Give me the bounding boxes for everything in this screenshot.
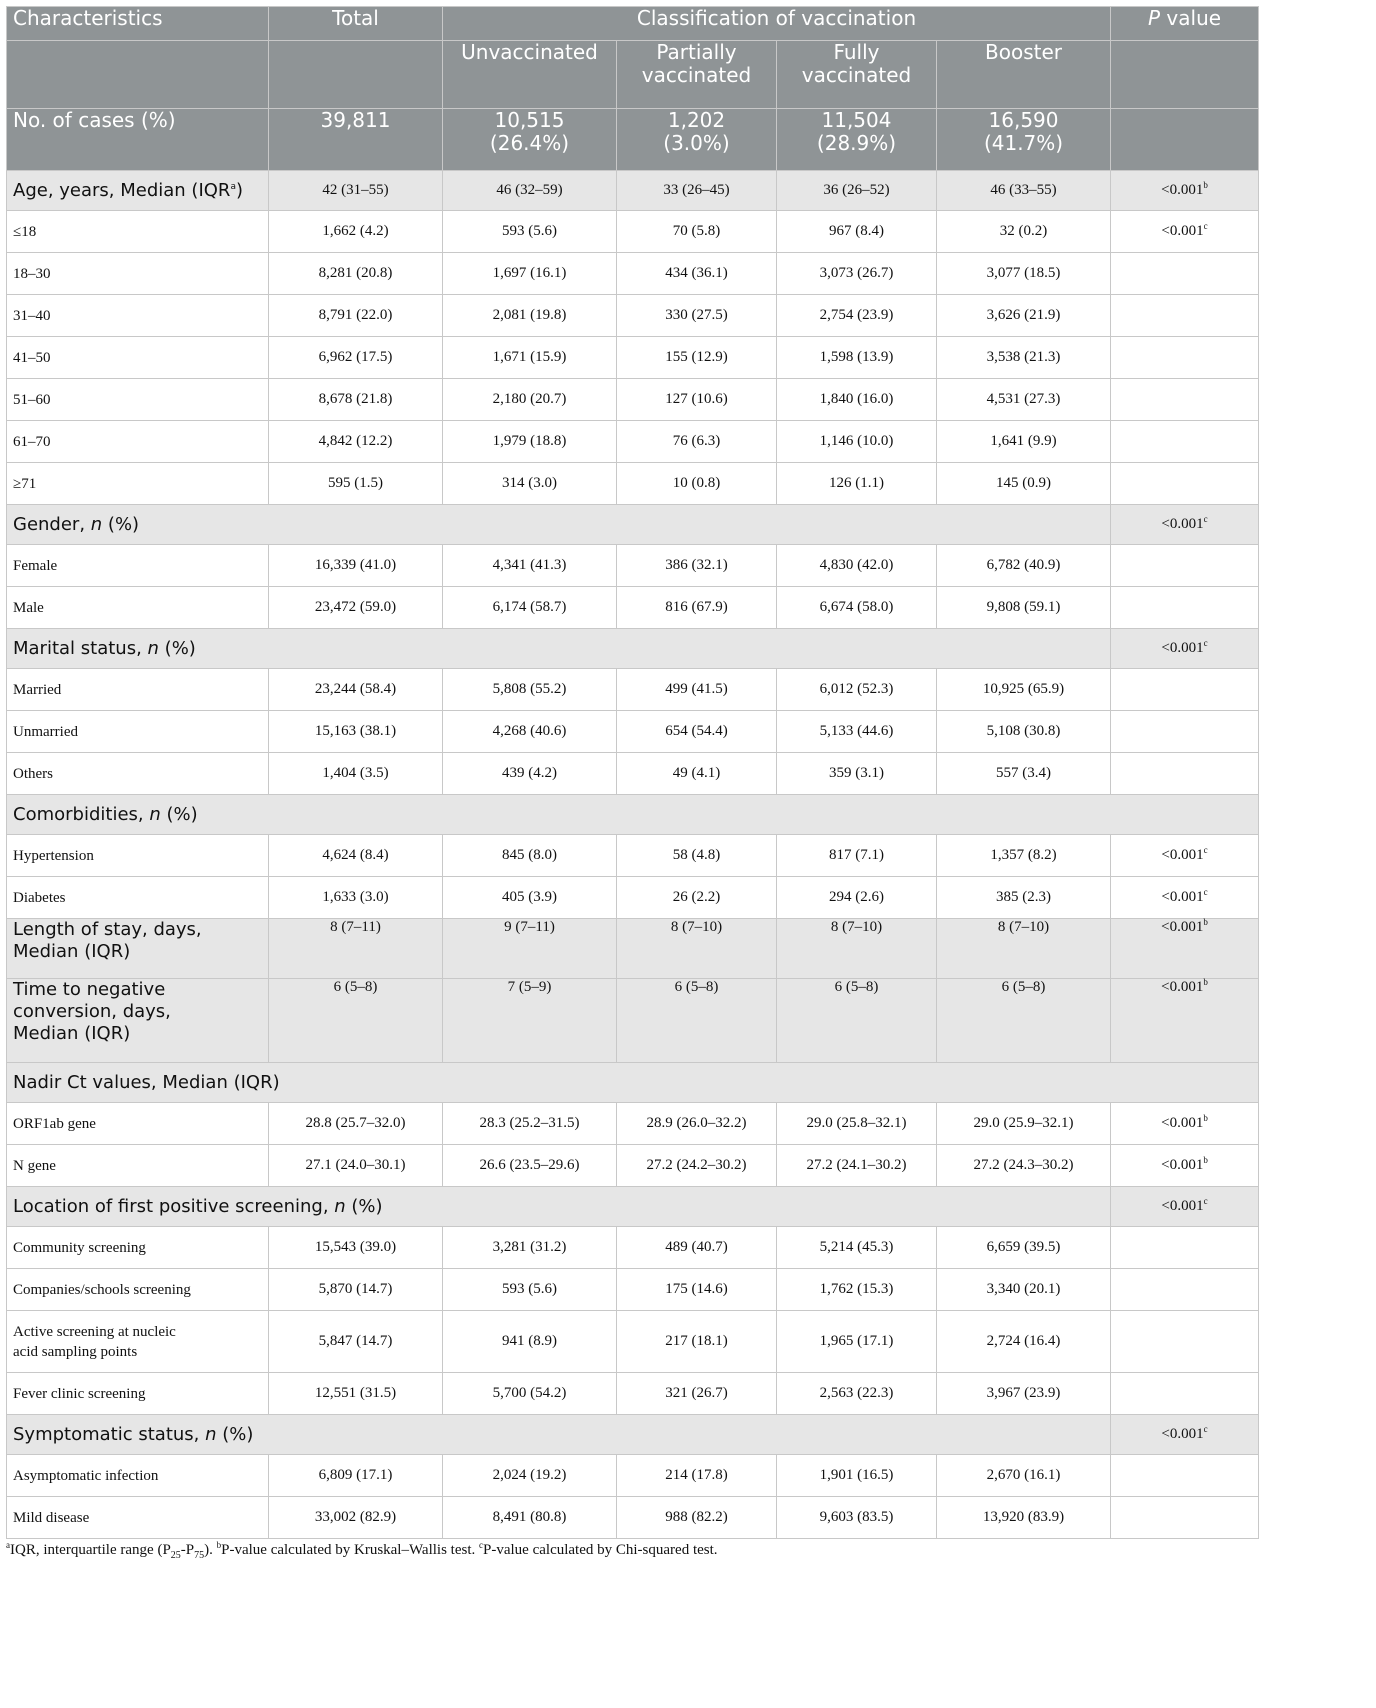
row-label-age: Age, years, Median (IQR$^a$)	[7, 171, 269, 211]
table-row: 31–40 8,791 (22.0) 2,081 (19.8) 330 (27.5) 2,754 (23.9) 3,626 (21.9)	[7, 295, 1259, 337]
p-value: <0.001$^c$	[1111, 877, 1259, 919]
table-row: Community screening 15,543 (39.0) 3,281 (31.2) 489 (40.7) 5,214 (45.3) 6,659 (39.5)	[7, 1227, 1259, 1269]
cases-fully: 11,504 (28.9%)	[777, 109, 937, 171]
table-row	[7, 1415, 1259, 1455]
row-label-gender: Gender, n (%)	[7, 505, 1111, 545]
table-row: Asymptomatic infection 6,809 (17.1) 2,024 (19.2) 214 (17.8) 1,901 (16.5) 2,670 (16.1)	[7, 1455, 1259, 1497]
p-value: <0.001$^c$	[1111, 505, 1259, 545]
p-value: <0.001$^c$	[1111, 835, 1259, 877]
characteristics-table	[6, 6, 1259, 1539]
p-value: <0.001$^b$	[1111, 919, 1259, 979]
table-row: Time to negative conversion, days, Median (IQR) 6 (5–8) 7 (5–9) 6 (5–8) 6 (5–8) 6 (5–8) <0.001$^b$	[7, 979, 1259, 1063]
p-value: <0.001$^c$	[1111, 211, 1259, 253]
header-total: Total	[269, 7, 443, 41]
cases-unvaccinated: 10,515 (26.4%)	[443, 109, 617, 171]
p-value: <0.001$^b$	[1111, 1145, 1259, 1187]
table-row: Length of stay, days, Median (IQR) 8 (7–11) 9 (7–11) 8 (7–10) 8 (7–10) 8 (7–10) <0.001$^b$	[7, 919, 1259, 979]
header-cases-row	[7, 109, 1259, 171]
header-unvaccinated: Unvaccinated	[443, 41, 617, 109]
table-row: Active screening at nucleic acid sampling points 5,847 (14.7) 941 (8.9) 217 (18.1) 1,965 (17.1) 2,724 (16.4)	[7, 1311, 1259, 1373]
table-row: Age, years, Median (IQR$^a$) 42 (31–55) 46 (32–59) 33 (26–45) 36 (26–52) 46 (33–55) <0.001$^b$	[7, 171, 1259, 211]
p-value: <0.001$^b$	[1111, 1103, 1259, 1145]
row-label-comorbidities: Comorbidities, n (%)	[7, 795, 1259, 835]
table-row	[7, 629, 1259, 669]
table-row: 61–70 4,842 (12.2) 1,979 (18.8) 76 (6.3) 1,146 (10.0) 1,641 (9.9)	[7, 421, 1259, 463]
header-fully: Fully vaccinated	[777, 41, 937, 109]
table-row: Companies/schools screening 5,870 (14.7) 593 (5.6) 175 (14.6) 1,762 (15.3) 3,340 (20.1)	[7, 1269, 1259, 1311]
header-classification: Classification of vaccination	[443, 7, 1111, 41]
row-label-marital: Marital status, n (%)	[7, 629, 1111, 669]
row-label-time-to-negative: Time to negative conversion, days, Median (IQR)	[7, 979, 269, 1063]
row-label-symptomatic: Symptomatic status, n (%)	[7, 1415, 1111, 1455]
table-row	[7, 1063, 1259, 1103]
header-row-1	[7, 7, 1259, 41]
table-row: 41–50 6,962 (17.5) 1,671 (15.9) 155 (12.9) 1,598 (13.9) 3,538 (21.3)	[7, 337, 1259, 379]
p-value: <0.001$^c$	[1111, 1187, 1259, 1227]
table-row: Male 23,472 (59.0) 6,174 (58.7) 816 (67.9) 6,674 (58.0) 9,808 (59.1)	[7, 587, 1259, 629]
cases-booster: 16,590 (41.7%)	[937, 109, 1111, 171]
table-footnote: $^a$IQR, interquartile range $(P_{25}-P_{75})$. $^b$P-value calculated by Kruskal–Wallis test. $^c$P-value calculated by Chi-squared test.	[6, 1540, 718, 1561]
p-value: <0.001$^c$	[1111, 629, 1259, 669]
header-booster: Booster	[937, 41, 1111, 109]
header-row-2	[7, 41, 1259, 109]
p-value: <0.001$^b$	[1111, 979, 1259, 1063]
table-row	[7, 1187, 1259, 1227]
cases-partially: 1,202 (3.0%)	[617, 109, 777, 171]
table-row: Mild disease 33,002 (82.9) 8,491 (80.8) 988 (82.2) 9,603 (83.5) 13,920 (83.9)	[7, 1497, 1259, 1539]
table-row	[7, 795, 1259, 835]
p-value: <0.001$^b$	[1111, 171, 1259, 211]
table-row: ≥71 595 (1.5) 314 (3.0) 10 (0.8) 126 (1.1) 145 (0.9)	[7, 463, 1259, 505]
header-p-value: P value	[1111, 7, 1259, 41]
row-label-nadir: Nadir Ct values, Median (IQR)	[7, 1063, 1259, 1103]
table-row: 18–30 8,281 (20.8) 1,697 (16.1) 434 (36.1) 3,073 (26.7) 3,077 (18.5)	[7, 253, 1259, 295]
table-row: N gene 27.1 (24.0–30.1) 26.6 (23.5–29.6) 27.2 (24.2–30.2) 27.2 (24.1–30.2) 27.2 (24.3–30.2) <0.001$^b$	[7, 1145, 1259, 1187]
header-partially: Partially vaccinated	[617, 41, 777, 109]
table-row: Married 23,244 (58.4) 5,808 (55.2) 499 (41.5) 6,012 (52.3) 10,925 (65.9)	[7, 669, 1259, 711]
table-row	[7, 505, 1259, 545]
table-row: Fever clinic screening 12,551 (31.5) 5,700 (54.2) 321 (26.7) 2,563 (22.3) 3,967 (23.9)	[7, 1373, 1259, 1415]
row-label-length-of-stay: Length of stay, days, Median (IQR)	[7, 919, 269, 979]
table-row: 51–60 8,678 (21.8) 2,180 (20.7) 127 (10.6) 1,840 (16.0) 4,531 (27.3)	[7, 379, 1259, 421]
table-row: Unmarried 15,163 (38.1) 4,268 (40.6) 654 (54.4) 5,133 (44.6) 5,108 (30.8)	[7, 711, 1259, 753]
p-value: <0.001$^c$	[1111, 1415, 1259, 1455]
cases-label: No. of cases (%)	[7, 109, 269, 171]
cases-total: 39,811	[269, 109, 443, 171]
table-row: Female 16,339 (41.0) 4,341 (41.3) 386 (32.1) 4,830 (42.0) 6,782 (40.9)	[7, 545, 1259, 587]
table-row: Diabetes 1,633 (3.0) 405 (3.9) 26 (2.2) 294 (2.6) 385 (2.3) <0.001$^c$	[7, 877, 1259, 919]
table-row: ≤18 1,662 (4.2) 593 (5.6) 70 (5.8) 967 (8.4) 32 (0.2) <0.001$^c$	[7, 211, 1259, 253]
row-label-location: Location of first positive screening, n (%)	[7, 1187, 1111, 1227]
table-row: Others 1,404 (3.5) 439 (4.2) 49 (4.1) 359 (3.1) 557 (3.4)	[7, 753, 1259, 795]
header-characteristics: Characteristics	[7, 7, 269, 41]
table-row: ORF1ab gene 28.8 (25.7–32.0) 28.3 (25.2–31.5) 28.9 (26.0–32.2) 29.0 (25.8–32.1) 29.0 (25.9–32.1) <0.001$^b$	[7, 1103, 1259, 1145]
table-row: Hypertension 4,624 (8.4) 845 (8.0) 58 (4.8) 817 (7.1) 1,357 (8.2) <0.001$^c$	[7, 835, 1259, 877]
